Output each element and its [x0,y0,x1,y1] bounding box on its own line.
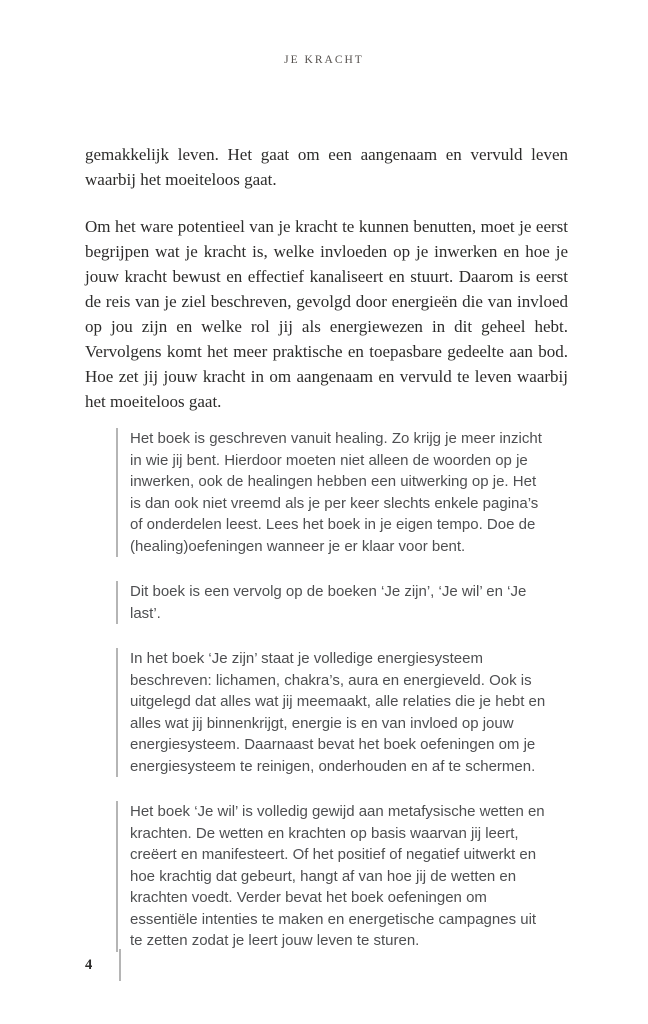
footer-rule [119,949,121,981]
body-paragraph: gemakkelijk leven. Het gaat om een aangenaam en vervuld leven waarbij het moeiteloos gaat. [85,145,568,189]
callout-block: In het boek ‘Je zijn’ staat je volledige energiesysteem beschreven: lichamen, chakra’s, aura en energieveld. Ook is uitgelegd dat alles wat jij meemaakt, alle relaties die je hebt en alles wat jij binnenkrijgt, energie is en van invloed op jouw energiesysteem. Daarnaast bevat het boek oefeningen om je energiesysteem te reinigen, onderhouden en af te schermen. [116,648,546,777]
page-footer [85,949,121,981]
callout-block: Dit boek is een vervolg op de boeken ‘Je zijn’, ‘Je wil’ en ‘Je last’. [116,581,546,624]
callout-block: Het boek is geschreven vanuit healing. Zo krijg je meer inzicht in wie jij bent. Hierdoor moeten niet alleen de woorden op je inwerken, ook de healingen hebben een uitwerking op je. Het is dan ook niet vreemd als je per keer slechts enkele pagina’s of onderdelen leest. Lees het boek in je eigen tempo. Doe de (healing)oefeningen wanneer je er klaar voor bent. [116,428,546,557]
page-content [85,142,568,976]
body-paragraph: Om het ware potentieel van je kracht te kunnen benutten, moet je eerst begrijpen wat je kracht is, welke invloeden op je inwerken en hoe je jouw kracht bewust en effectief kanaliseert en stuurt. Daarom is eerst de reis van je ziel beschreven, gevolgd door energieën die van invloed op jou zijn en welke rol jij als energiewezen in dit geheel hebt. Vervolgens komt het meer praktische en toepasbare gedeelte aan bod. Hoe zet jij jouw kracht in om aangenaam en vervuld te leven waarbij het moeiteloos gaat. [85,217,568,411]
callout-block: Het boek ‘Je wil’ is volledig gewijd aan metafysische wetten en krachten. De wetten en krachten op basis waarvan jij leert, creëert en manifesteert. Of het positief of negatief uitwerkt en hoe krachtig dat gebeurt, hangt af van hoe jij de wetten en krachten voedt. Verder bevat het boek oefeningen om essentiële intenties te maken en energetische campagnes uit te zetten zodat je leert jouw leven te sturen. [116,801,546,952]
running-header: JE KRACHT [284,54,364,66]
page-number: 4 [85,956,93,973]
